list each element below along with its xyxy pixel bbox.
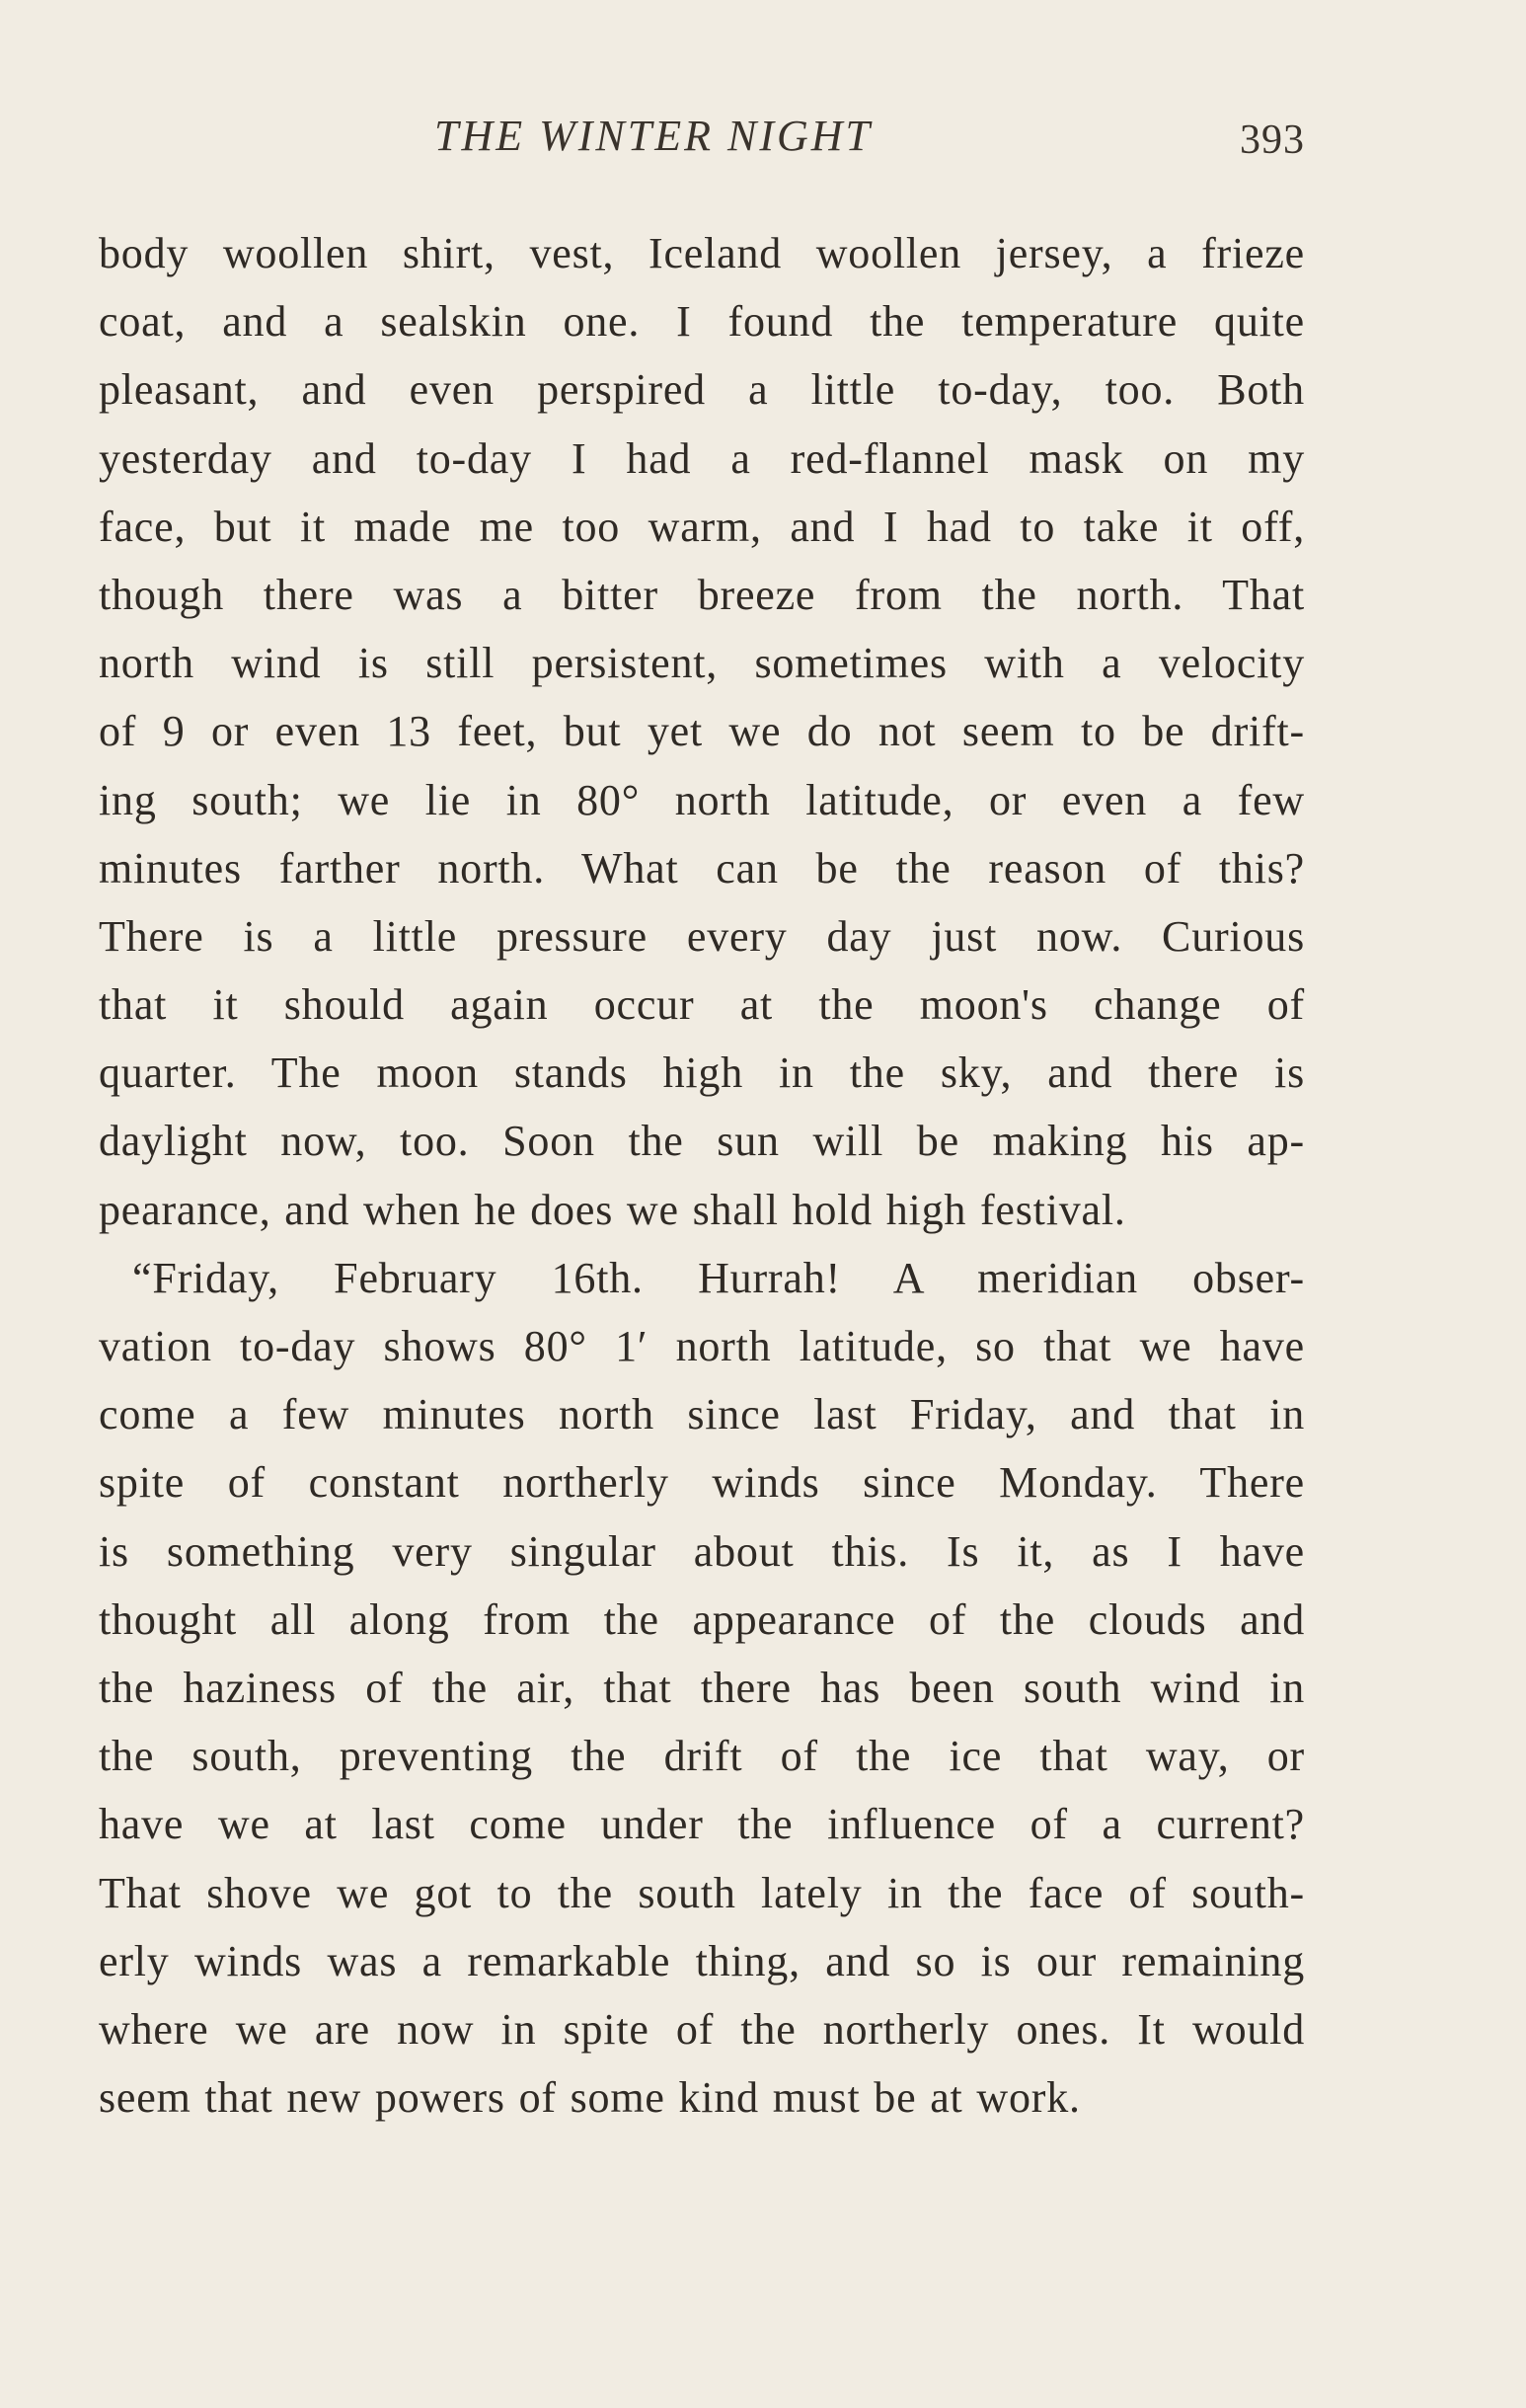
text-line: erly winds was a remarkable thing, and so is our remaining (99, 1936, 1305, 1985)
text-line: thought all along from the appearance of the clouds and (99, 1594, 1305, 1644)
text-line: have we at last come under the influence of a current? (99, 1800, 1305, 1849)
text-line: of 9 or even 13 feet, but yet we do not seem to be drift- (99, 707, 1305, 756)
body-text (99, 219, 1305, 2132)
paragraph-1 (99, 219, 1305, 1244)
text-line: body woollen shirt, vest, Iceland woollen jersey, a frieze (99, 229, 1305, 277)
page-number: 393 (1240, 117, 1305, 163)
text-line: coat, and a sealskin one. I found the temperature quite (99, 297, 1305, 347)
text-line: yesterday and to-day I had a red-flannel mask on my (99, 433, 1305, 483)
text-line: the south, preventing the drift of the ice that way, or (99, 1732, 1305, 1781)
text-line: come a few minutes north since last Friday, and that in (99, 1390, 1305, 1439)
paragraph-2 (99, 1244, 1305, 2132)
text-line: ing south; we lie in 80° north latitude, or even a few (99, 775, 1305, 824)
text-line: north wind is still persistent, sometimes with a velocity (99, 639, 1305, 688)
text-line: That shove we got to the south lately in the face of south- (99, 1868, 1305, 1917)
text-line: minutes farther north. What can be the reason of this? (99, 843, 1305, 893)
text-line: seem that new powers of some kind must be at work. (99, 2073, 1081, 2123)
text-line: pleasant, and even perspired a little to-day, too. Both (99, 365, 1305, 415)
text-line: daylight now, too. Soon the sun will be making his ap- (99, 1117, 1305, 1166)
text-line: that it should again occur at the moon's change of (99, 980, 1305, 1030)
text-line: spite of constant northerly winds since Monday. There (99, 1458, 1305, 1508)
text-line: the haziness of the air, that there has been south wind in (99, 1663, 1305, 1712)
text-line: is something very singular about this. Is it, as I have (99, 1526, 1305, 1576)
text-line: though there was a bitter breeze from the north. That (99, 570, 1305, 619)
text-line: where we are now in spite of the northerly ones. It would (99, 2004, 1305, 2054)
running-head (0, 111, 1526, 170)
text-line: “Friday, February 16th. Hurrah! A meridian obser- (132, 1253, 1305, 1302)
text-line: vation to-day shows 80° 1′ north latitude, so that we have (99, 1322, 1305, 1370)
text-line: pearance, and when he does we shall hold high festival. (99, 1185, 1126, 1234)
running-title: THE WINTER NIGHT (434, 112, 874, 160)
text-line: quarter. The moon stands high in the sky, and there is (99, 1049, 1305, 1098)
text-line: face, but it made me too warm, and I had to take it off, (99, 502, 1305, 551)
text-line: There is a little pressure every day just now. Curious (99, 911, 1305, 961)
